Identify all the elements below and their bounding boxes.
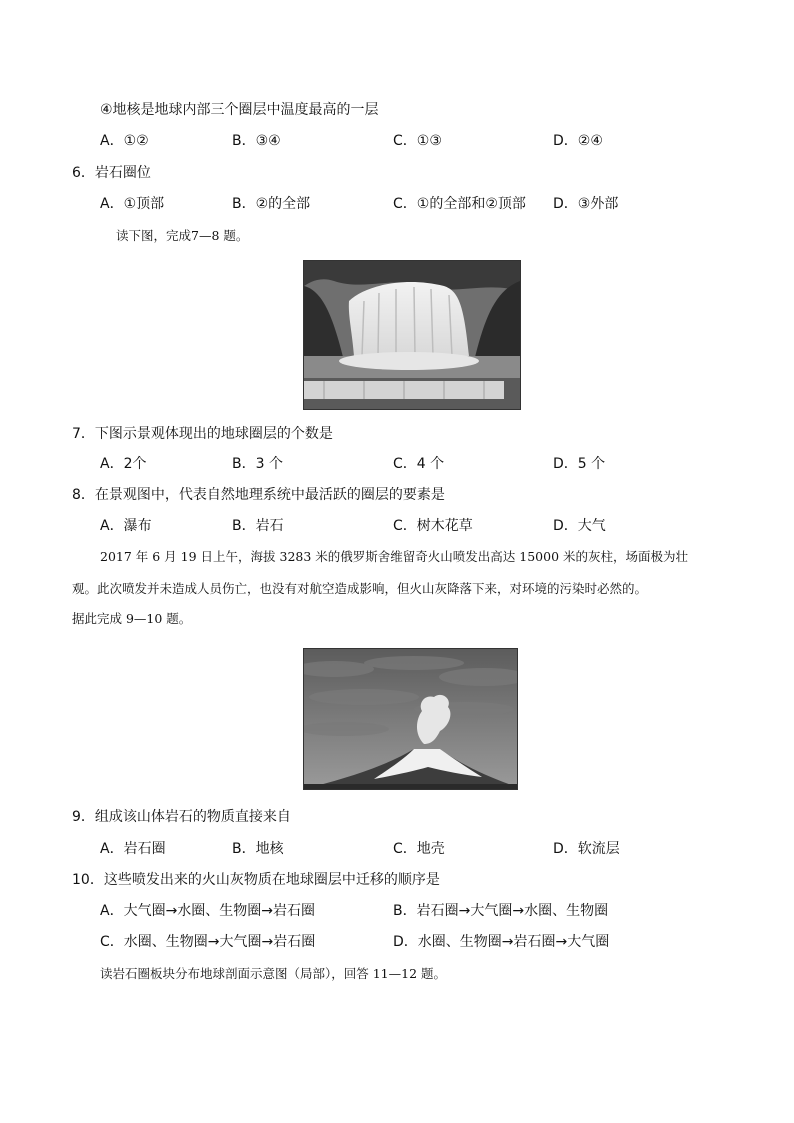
q10-option-b: B．岩石圈→大气圈→水圈、生物圈 bbox=[393, 903, 609, 919]
q9-option-c: C．地壳 bbox=[393, 841, 445, 857]
q8-stem: 8．在景观图中，代表自然地理系统中最活跃的圈层的要素是 bbox=[72, 487, 445, 503]
q10-option-c: C．水圈、生物圈→大气圈→岩石圈 bbox=[100, 934, 316, 950]
q8-option-a: A．瀑布 bbox=[100, 518, 152, 534]
q5-option-a: A．①② bbox=[100, 133, 149, 149]
passage-line-3: 据此完成 9—10 题。 bbox=[72, 611, 192, 626]
intro-7-8: 读下图，完成7—8 题。 bbox=[116, 228, 249, 243]
q8-option-c: C．树木花草 bbox=[393, 518, 473, 534]
q6-option-d: D．③外部 bbox=[553, 196, 619, 212]
q7-option-d: D．5 个 bbox=[553, 456, 606, 472]
waterfall-photo bbox=[303, 260, 521, 410]
volcano-photo bbox=[303, 648, 518, 790]
passage-line-2: 观。此次喷发并未造成人员伤亡，也没有对航空造成影响，但火山灰降落下来，对环境的污染时必然的。 bbox=[72, 581, 648, 596]
passage-line-1: 2017 年 6 月 19 日上午，海拔 3283 米的俄罗斯舍维留奇火山喷发出高达 15000 米的灰柱，场面极为壮 bbox=[100, 549, 689, 564]
q9-option-d: D．软流层 bbox=[553, 841, 620, 857]
q9-option-a: A．岩石圈 bbox=[100, 841, 166, 857]
q5-option-d: D．②④ bbox=[553, 133, 603, 149]
q7-stem: 7．下图示景观体现出的地球圈层的个数是 bbox=[72, 426, 333, 442]
q5-option-c: C．①③ bbox=[393, 133, 442, 149]
q8-option-d: D．大气 bbox=[553, 518, 606, 534]
waterfall-illustration bbox=[304, 261, 520, 409]
q6-option-c: C．①的全部和②顶部 bbox=[393, 196, 526, 212]
q7-option-a: A．2个 bbox=[100, 456, 147, 472]
q10-stem: 10．这些喷发出来的火山灰物质在地球圈层中迁移的顺序是 bbox=[72, 872, 440, 888]
q8-option-b: B．岩石 bbox=[232, 518, 284, 534]
q10-option-a: A．大气圈→水圈、生物圈→岩石圈 bbox=[100, 903, 316, 919]
q7-option-b: B．3 个 bbox=[232, 456, 283, 472]
intro-11-12: 读岩石圈板块分布地球剖面示意图（局部），回答 11—12 题。 bbox=[100, 966, 447, 981]
q6-stem: 6．岩石圈位 bbox=[72, 165, 151, 181]
q9-stem: 9．组成该山体岩石的物质直接来自 bbox=[72, 809, 291, 825]
volcano-illustration bbox=[304, 649, 517, 789]
q6-option-b: B．②的全部 bbox=[232, 196, 311, 212]
q7-option-c: C．4 个 bbox=[393, 456, 445, 472]
q5-option-b: B．③④ bbox=[232, 133, 281, 149]
q6-option-a: A．①顶部 bbox=[100, 196, 165, 212]
q10-option-d: D．水圈、生物圈→岩石圈→大气圈 bbox=[393, 934, 610, 950]
q9-option-b: B．地核 bbox=[232, 841, 284, 857]
q5-item-4: ④地核是地球内部三个圈层中温度最高的一层 bbox=[100, 102, 379, 118]
